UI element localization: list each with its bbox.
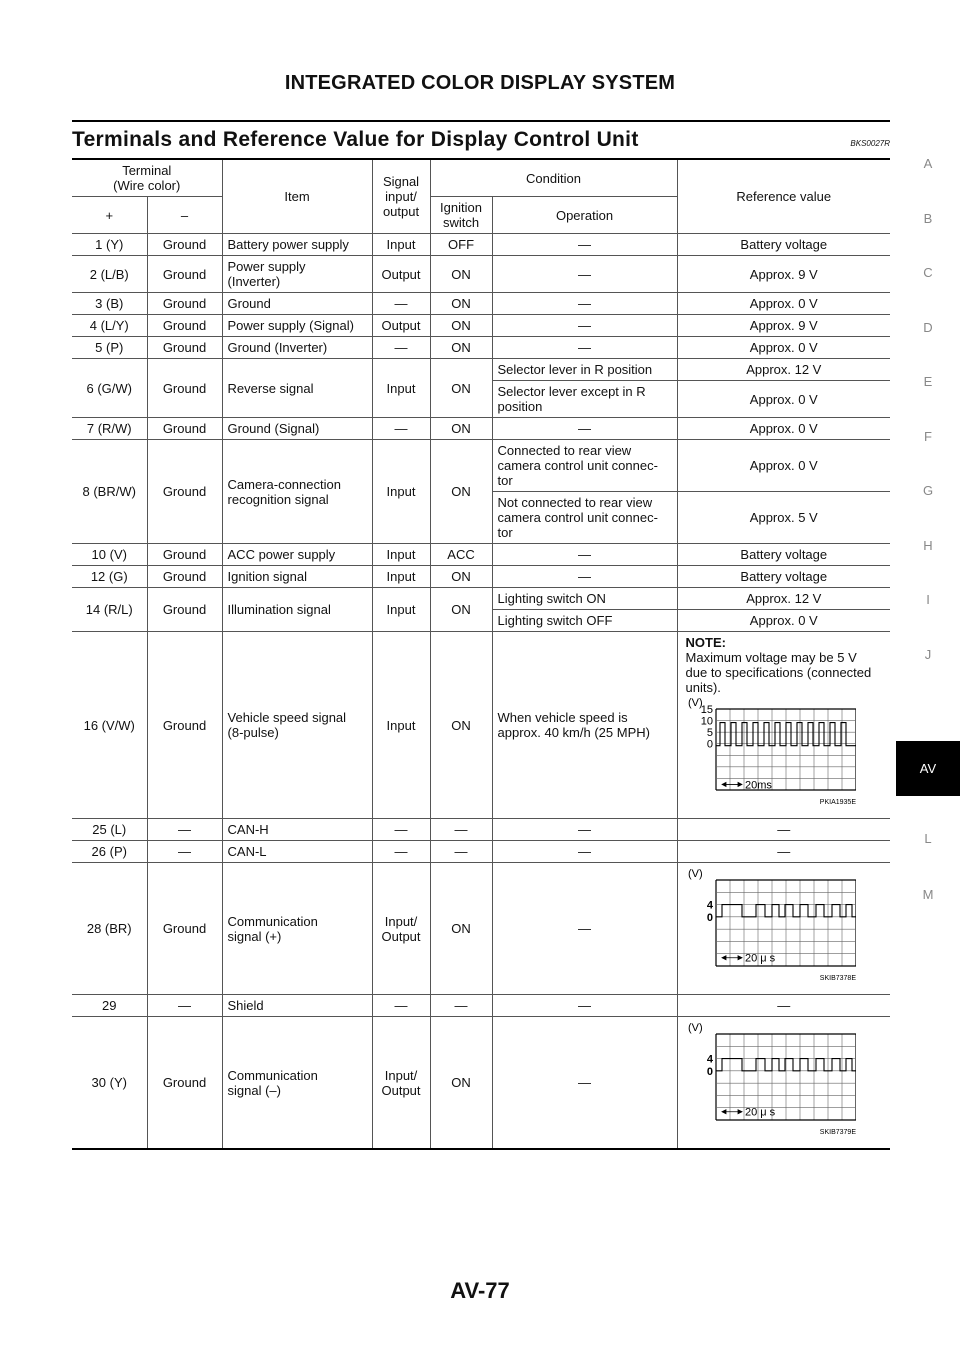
- cell-reference: Approx. 0 V: [677, 337, 890, 359]
- table-row: [72, 544, 890, 566]
- cell-operation: —: [492, 1017, 677, 1150]
- cell-reference: Approx. 0 V: [677, 418, 890, 440]
- cell-signal: —: [372, 841, 430, 863]
- cell-operation: —: [492, 863, 677, 995]
- cell-operation: Selector lever in R position: [492, 359, 677, 381]
- header-operation: Operation: [492, 197, 677, 234]
- cell-operation: —: [492, 293, 677, 315]
- cell-operation: —: [492, 256, 677, 293]
- cell-terminal-plus: 3 (B): [72, 293, 147, 315]
- cell-ignition: ON: [430, 256, 492, 293]
- cell-operation: Not connected to rear view camera control unit connec- tor: [492, 492, 677, 544]
- cell-item: Communication signal (+): [222, 863, 372, 995]
- wave-tick-label: 5: [706, 727, 713, 740]
- cell-operation: Selector lever except in R position: [492, 381, 677, 418]
- cell-reference: Approx. 12 V: [677, 359, 890, 381]
- waveform-figure: [686, 866, 883, 991]
- cell-reference-figure: [677, 632, 890, 819]
- cell-reference: Approx. 5 V: [677, 492, 890, 544]
- side-index-tab-l: L: [924, 831, 932, 846]
- section-code: BKS0027R: [850, 139, 890, 148]
- side-index-tab-b: B: [923, 210, 933, 226]
- cell-signal: —: [372, 418, 430, 440]
- time-scale-label: 20ms: [744, 779, 772, 792]
- cell-terminal-plus: 26 (P): [72, 841, 147, 863]
- cell-terminal-plus: 7 (R/W): [72, 418, 147, 440]
- note-text: Maximum voltage may be 5 V due to specifications (connected units).: [685, 650, 872, 695]
- cell-operation: Lighting switch OFF: [492, 610, 677, 632]
- wave-tick-label: 0: [706, 1065, 713, 1078]
- cell-terminal-plus: 12 (G): [72, 566, 147, 588]
- header-rule: [72, 120, 890, 122]
- table-row: [72, 995, 890, 1017]
- cell-ignition: ON: [430, 632, 492, 819]
- time-scale-arrow: [722, 782, 742, 786]
- cell-item: Ground (Inverter): [222, 337, 372, 359]
- wave-tick-label: 4: [706, 1053, 713, 1066]
- cell-ignition: ON: [430, 1017, 492, 1150]
- cell-reference: Battery voltage: [677, 566, 890, 588]
- time-scale-label: 20 μ s: [744, 1106, 775, 1119]
- cell-signal: Input: [372, 588, 430, 632]
- header-plus: +: [72, 197, 147, 234]
- cell-signal: Output: [372, 315, 430, 337]
- cell-reference: Approx. 12 V: [677, 588, 890, 610]
- cell-ignition: ON: [430, 588, 492, 632]
- cell-reference: Battery voltage: [677, 544, 890, 566]
- cell-ignition: ON: [430, 359, 492, 418]
- side-index-tab-d: D: [923, 319, 933, 335]
- table-row: [72, 566, 890, 588]
- cell-operation: —: [492, 566, 677, 588]
- cell-terminal-plus: 16 (V/W): [72, 632, 147, 819]
- cell-terminal-plus: 29: [72, 995, 147, 1017]
- cell-terminal-minus: Ground: [147, 863, 222, 995]
- side-index-tab-c: C: [923, 265, 933, 280]
- cell-item: Ignition signal: [222, 566, 372, 588]
- cell-terminal-minus: —: [147, 995, 222, 1017]
- table-row: [72, 293, 890, 315]
- page-number: AV-77: [450, 1278, 510, 1303]
- cell-item: Camera-connection recognition signal: [222, 440, 372, 544]
- side-index-tab-j: J: [924, 646, 932, 662]
- waveform-trace: [716, 723, 856, 746]
- cell-terminal-plus: 10 (V): [72, 544, 147, 566]
- cell-item: CAN-H: [222, 819, 372, 841]
- wave-unit-label: (V): [687, 697, 703, 709]
- waveform-figure: [686, 1020, 883, 1145]
- cell-ignition: OFF: [430, 234, 492, 256]
- cell-operation: Lighting switch ON: [492, 588, 677, 610]
- cell-reference: Approx. 9 V: [677, 315, 890, 337]
- cell-terminal-minus: Ground: [147, 234, 222, 256]
- cell-operation: —: [492, 315, 677, 337]
- wave-unit-label: (V): [687, 1022, 703, 1034]
- cell-terminal-plus: 30 (Y): [72, 1017, 147, 1150]
- cell-item: CAN-L: [222, 841, 372, 863]
- cell-item: Battery power supply: [222, 234, 372, 256]
- side-index-tab-i: I: [926, 592, 930, 607]
- side-index-tab-av: AV: [896, 741, 960, 796]
- cell-reference: Battery voltage: [677, 234, 890, 256]
- cell-operation: —: [492, 995, 677, 1017]
- side-index-tab-m: M: [922, 887, 934, 902]
- cell-terminal-minus: Ground: [147, 566, 222, 588]
- cell-terminal-plus: 5 (P): [72, 337, 147, 359]
- cell-terminal-plus: 1 (Y): [72, 234, 147, 256]
- cell-ignition: ON: [430, 440, 492, 544]
- page-header-title: INTEGRATED COLOR DISPLAY SYSTEM: [284, 72, 676, 94]
- wave-tick-label: 10: [700, 715, 713, 728]
- cell-ignition: —: [430, 995, 492, 1017]
- figure-code: PKIA1935E: [819, 799, 856, 806]
- cell-ignition: ON: [430, 566, 492, 588]
- cell-signal: —: [372, 819, 430, 841]
- cell-item: Reverse signal: [222, 359, 372, 418]
- cell-operation: Connected to rear view camera control unit connec- tor: [492, 440, 677, 492]
- cell-terminal-plus: 4 (L/Y): [72, 315, 147, 337]
- table-row: [72, 315, 890, 337]
- note-title: NOTE:: [685, 635, 726, 650]
- cell-terminal-plus: 2 (L/B): [72, 256, 147, 293]
- cell-terminal-minus: Ground: [147, 315, 222, 337]
- cell-item: Shield: [222, 995, 372, 1017]
- table-row: [72, 440, 890, 492]
- cell-terminal-minus: Ground: [147, 544, 222, 566]
- cell-item: Illumination signal: [222, 588, 372, 632]
- cell-terminal-minus: Ground: [147, 632, 222, 819]
- cell-terminal-minus: Ground: [147, 256, 222, 293]
- wave-tick-label: 4: [706, 899, 713, 912]
- cell-terminal-minus: Ground: [147, 1017, 222, 1150]
- table-row: [72, 819, 890, 841]
- side-index-tab-h: H: [923, 537, 933, 553]
- cell-reference-figure: [677, 863, 890, 995]
- side-index-tab-g: G: [922, 483, 934, 498]
- table-row: [72, 337, 890, 359]
- cell-signal: —: [372, 293, 430, 315]
- header-condition: Condition: [430, 159, 677, 197]
- cell-terminal-minus: Ground: [147, 588, 222, 632]
- cell-terminal-minus: —: [147, 819, 222, 841]
- cell-item: Power supply (Inverter): [222, 256, 372, 293]
- cell-terminal-minus: Ground: [147, 440, 222, 544]
- time-scale-arrow: [722, 956, 742, 960]
- cell-operation: When vehicle speed is approx. 40 km/h (25 MPH): [492, 632, 677, 819]
- cell-signal: Input: [372, 544, 430, 566]
- cell-reference: Approx. 0 V: [677, 293, 890, 315]
- cell-terminal-minus: Ground: [147, 293, 222, 315]
- cell-signal: Input/ Output: [372, 863, 430, 995]
- side-index-tab-e: E: [923, 374, 933, 389]
- cell-item: Ground (Signal): [222, 418, 372, 440]
- wave-tick-label: 15: [700, 704, 713, 716]
- table-row: [72, 234, 890, 256]
- cell-terminal-minus: —: [147, 841, 222, 863]
- header-item: Item: [222, 159, 372, 234]
- time-scale-label: 20 μ s: [744, 952, 775, 965]
- header-signal: Signal input/ output: [372, 159, 430, 234]
- cell-reference: Approx. 0 V: [677, 610, 890, 632]
- cell-item: Communication signal (–): [222, 1017, 372, 1150]
- header-reference: Reference value: [677, 159, 890, 234]
- cell-signal: Output: [372, 256, 430, 293]
- table-row: [72, 256, 890, 293]
- table-row: [72, 418, 890, 440]
- cell-ignition: ACC: [430, 544, 492, 566]
- cell-reference: Approx. 0 V: [677, 440, 890, 492]
- cell-reference: —: [677, 995, 890, 1017]
- table-row: [72, 359, 890, 381]
- cell-operation: —: [492, 544, 677, 566]
- cell-operation: —: [492, 337, 677, 359]
- cell-reference: —: [677, 841, 890, 863]
- cell-signal: Input/ Output: [372, 1017, 430, 1150]
- cell-ignition: —: [430, 819, 492, 841]
- side-index-tab-a: A: [923, 156, 933, 171]
- cell-terminal-minus: Ground: [147, 418, 222, 440]
- cell-signal: —: [372, 995, 430, 1017]
- waveform-graph: [686, 866, 856, 988]
- cell-signal: Input: [372, 359, 430, 418]
- wave-tick-label: 0: [706, 738, 713, 751]
- waveform-graph: [686, 695, 856, 812]
- wave-unit-label: (V): [687, 868, 703, 880]
- cell-terminal-plus: 14 (R/L): [72, 588, 147, 632]
- cell-terminal-plus: 6 (G/W): [72, 359, 147, 418]
- cell-signal: —: [372, 337, 430, 359]
- side-index-tab-f: F: [924, 428, 932, 444]
- cell-ignition: ON: [430, 293, 492, 315]
- figure-code: SKIB7379E: [819, 1129, 856, 1136]
- figure-code: SKIB7378E: [819, 975, 856, 982]
- cell-signal: Input: [372, 440, 430, 544]
- time-scale-arrow: [722, 1110, 742, 1114]
- cell-ignition: ON: [430, 863, 492, 995]
- cell-terminal-minus: Ground: [147, 359, 222, 418]
- header-minus: –: [147, 197, 222, 234]
- table-row: [72, 863, 890, 995]
- cell-item: Power supply (Signal): [222, 315, 372, 337]
- cell-ignition: ON: [430, 418, 492, 440]
- cell-reference: —: [677, 819, 890, 841]
- cell-reference-figure: [677, 1017, 890, 1150]
- table-row: [72, 588, 890, 610]
- table-row: [72, 841, 890, 863]
- section-title: Terminals and Reference Value for Display Control Unit: [72, 128, 639, 151]
- cell-signal: Input: [372, 234, 430, 256]
- cell-terminal-plus: 25 (L): [72, 819, 147, 841]
- cell-operation: —: [492, 819, 677, 841]
- waveform-figure: [686, 695, 883, 815]
- cell-terminal-plus: 8 (BR/W): [72, 440, 147, 544]
- cell-operation: —: [492, 841, 677, 863]
- cell-item: Ground: [222, 293, 372, 315]
- header-terminal: Terminal (Wire color): [72, 159, 222, 197]
- cell-operation: —: [492, 418, 677, 440]
- wave-tick-label: 0: [706, 911, 713, 924]
- cell-ignition: —: [430, 841, 492, 863]
- cell-signal: Input: [372, 632, 430, 819]
- cell-terminal-minus: Ground: [147, 337, 222, 359]
- waveform-graph: [686, 1020, 856, 1142]
- cell-operation: —: [492, 234, 677, 256]
- cell-item: Vehicle speed signal (8-pulse): [222, 632, 372, 819]
- header-ignition: Ignition switch: [430, 197, 492, 234]
- terminal-table: [72, 158, 890, 1150]
- cell-ignition: ON: [430, 315, 492, 337]
- cell-reference: Approx. 9 V: [677, 256, 890, 293]
- cell-reference: Approx. 0 V: [677, 381, 890, 418]
- table-row: [72, 1017, 890, 1150]
- cell-terminal-plus: 28 (BR): [72, 863, 147, 995]
- cell-ignition: ON: [430, 337, 492, 359]
- cell-item: ACC power supply: [222, 544, 372, 566]
- cell-signal: Input: [372, 566, 430, 588]
- table-row: [72, 632, 890, 819]
